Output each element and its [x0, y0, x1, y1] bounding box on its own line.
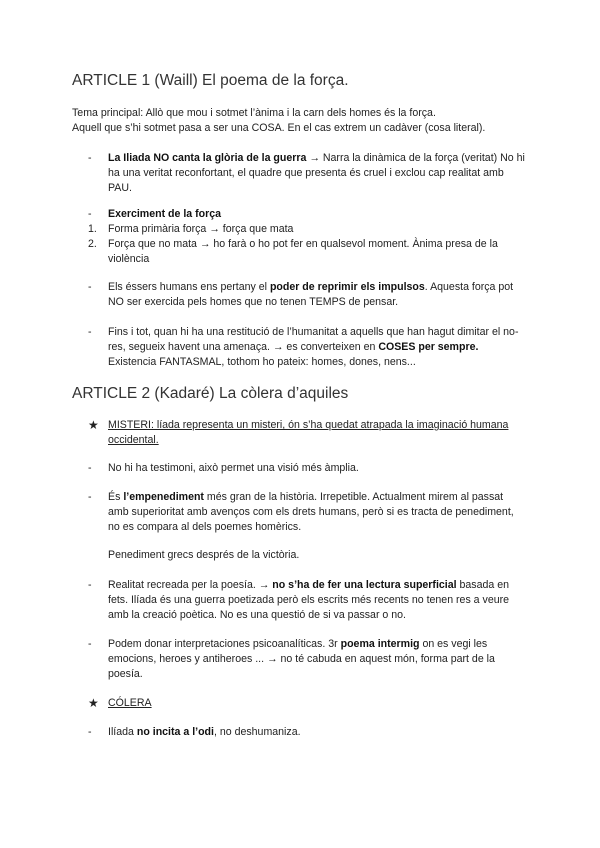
plain-text: Forma primària força → força que mata: [108, 223, 294, 235]
underlined-text: CÓLERA: [108, 697, 152, 709]
dash-marker: -: [88, 726, 92, 738]
plain-text: Podem donar interpretaciones psicoanalíticas. 3r: [108, 638, 341, 650]
bold-text: COSES per sempre.: [378, 341, 479, 354]
article1-intro-line1: Tema principal: Allò que mou i sotmet l’ànima i la carn dels homes és la força.: [72, 107, 436, 119]
underlined-text: MISTERI: líada representa un misteri, ón s’ha quedat atrapada la imaginació humana occidental.: [108, 419, 509, 447]
plain-text: Ilíada: [108, 726, 137, 738]
bold-text: no s’ha de fer una lectura superficial: [272, 579, 457, 591]
dash-marker: -: [88, 491, 92, 503]
plain-text: , no deshumaniza.: [213, 726, 301, 738]
plain-text: No hi ha testimoni, això permet una visió més àmplia.: [108, 462, 359, 474]
article1-intro-line2: Aquell que s’hi sotmet pasa a ser una COSA. En el cas extrem un cadàver (cosa literal).: [72, 122, 486, 134]
article1-title: ARTICLE 1 (Waill) El poema de la força.: [72, 72, 349, 89]
star-icon: ★: [88, 696, 99, 710]
plain-text: on es vegi les emocions, heroes y antiheroes ... → no té cabuda en aquest món, forma part de la poesía.: [108, 638, 495, 681]
plain-text: Fins i tot, quan hi ha una restitució de l’humanitat a aquells que han hagut dimitar el no-res, segueix havent una amenaça. → es converteixen en: [108, 326, 519, 354]
dash-marker: -: [88, 152, 92, 164]
number-marker: 1.: [88, 223, 97, 235]
dash-marker: -: [88, 208, 92, 220]
bold-text: no incita a l’odi: [136, 726, 214, 738]
bold-text: poder de reprimir els impulsos: [269, 281, 425, 293]
dash-marker: -: [88, 281, 92, 293]
plain-text: Força que no mata → ho farà o ho pot fer en qualsevol moment. Ànima presa de la violència: [108, 238, 498, 266]
bold-text: l’empenediment: [123, 491, 204, 503]
dash-marker: -: [88, 579, 92, 591]
plain-text: Els éssers humans ens pertany el: [108, 281, 270, 293]
star-icon: ★: [88, 418, 99, 432]
dash-marker: -: [88, 462, 92, 474]
plain-text: És: [108, 491, 124, 503]
bold-text: Exerciment de la força: [108, 208, 222, 220]
plain-text: basada en fets. Ilíada és una guerra poetizada però els escrits més recents no tenen res a veure amb la creació poètica. No es una questió de si va passar o no.: [108, 579, 510, 622]
bold-text: La Iliada NO canta la glòria de la guerra: [108, 152, 307, 164]
dash-marker: -: [88, 638, 92, 650]
article2-title: ARTICLE 2 (Kadaré) La còlera d’aquiles: [72, 385, 349, 402]
dash-marker: -: [88, 326, 92, 338]
plain-text: Existencia FANTASMAL, tothom ho pateix: homes, dones, nens...: [108, 356, 416, 369]
number-marker: 2.: [88, 238, 97, 250]
penediment-note: Penediment grecs després de la victòria.: [108, 549, 300, 561]
plain-text: més gran de la història. Irrepetible. Actualment mirem al passat amb superioritat amb avenços com els drets humans, però si es tracta de penediment, no es compara al dels poemes homèrics.: [108, 491, 514, 534]
plain-text: → Narra la dinàmica de la força (veritat) No hi ha una veritat reconfortant, el quadre que presenta és cruel i exclou cap realitat amb PAU.: [108, 152, 525, 195]
plain-text: . Aquesta força pot NO ser exercida pels homes que no tenen TEMPS de pensar.: [108, 281, 514, 309]
bold-text: poema intermig: [340, 638, 420, 650]
plain-text: Realitat recreada per la poesía. →: [108, 579, 273, 591]
